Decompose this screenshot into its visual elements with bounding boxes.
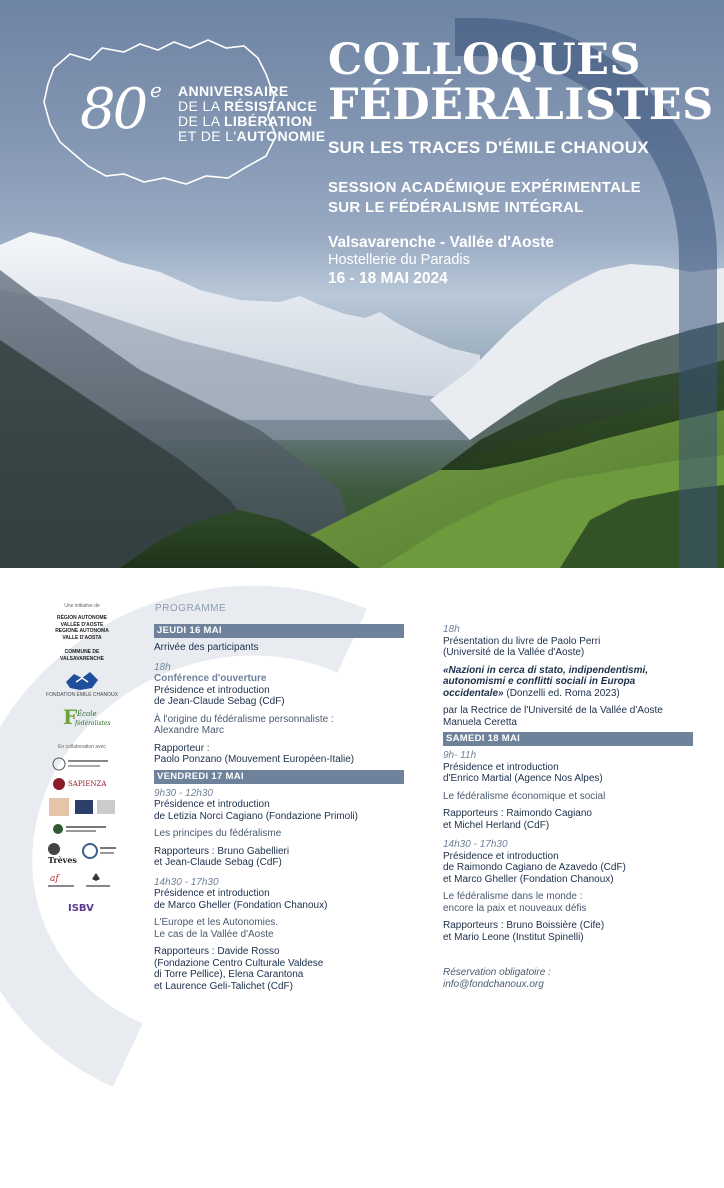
commune-line1: COMMUNE DE	[64, 649, 100, 655]
treves-label: Trèves	[48, 855, 77, 865]
event-place: Valsavarenche - Vallée d'Aoste	[328, 234, 554, 251]
svg-text:fédéralistes: fédéralistes	[75, 720, 111, 727]
rapporteur-4b: et Michel Herland (CdF)	[443, 819, 550, 831]
rapporteur-3c: di Torre Pellice), Elena Carantona	[154, 969, 304, 980]
rapporteur-2a: Rapporteurs : Bruno Gabellieri	[154, 845, 290, 857]
region-line2: VALLÉE D'AOSTE	[60, 621, 104, 628]
topic-5a: Le fédéralisme dans le monde :	[443, 891, 583, 902]
time-morning-17: 9h30 - 12h30	[154, 787, 213, 799]
topic-5b: encore la paix et nouveaux défis	[443, 902, 587, 914]
rapporteur-2b: et Jean-Claude Sebag (CdF)	[154, 857, 282, 868]
book-presentation-a: Présentation du livre de Paolo Perri	[443, 635, 601, 647]
isbv-logo-icon	[62, 899, 102, 915]
topic-1b: Alexandre Marc	[154, 725, 225, 736]
rectrice-a: par la Rectrice de l'Université de la Vallée d'Aoste	[443, 705, 663, 716]
session-line1: SESSION ACADÉMIQUE EXPÉRIMENTALE	[328, 179, 641, 196]
presidency-2a: Présidence et introduction	[154, 799, 270, 810]
time-18h: 18h	[154, 661, 171, 673]
day-header-samedi: SAMEDI 18 MAI	[443, 732, 693, 746]
presidency-5b: de Raimondo Cagiano de Azavedo (CdF)	[443, 862, 626, 873]
topic-3b: Le cas de la Vallée d'Aoste	[154, 928, 274, 940]
arrival-text: Arrivée des participants	[154, 642, 259, 653]
presidency-5a: Présidence et introduction	[443, 850, 559, 862]
rapporteur-5b: et Mario Leone (Institut Spinelli)	[443, 931, 584, 943]
presidency-1a: Présidence et introduction	[154, 684, 270, 696]
badge-line2-bold: RÉSISTANCE	[223, 98, 318, 114]
initiative-label: Une initiative de	[64, 603, 100, 609]
poster-hero	[0, 0, 724, 568]
reservation-label: Réservation obligatoire :	[443, 967, 551, 978]
badge-line4-light: ET DE L'	[178, 128, 237, 144]
time-18h-book: 18h	[443, 624, 460, 635]
svg-text:F: F	[63, 705, 78, 729]
title-line1: COLLOQUES	[328, 35, 641, 85]
subtitle: SUR LES TRACES D'ÉMILE CHANOUX	[328, 138, 649, 157]
badge-line4-bold: AUTONOMIE	[236, 128, 326, 144]
fondation-chanoux-logo-icon	[62, 668, 102, 692]
topic-4: Le fédéralisme économique et social	[443, 790, 606, 802]
region-logo-text	[40, 615, 124, 641]
book-quote-a: «Nazioni in cerca di stato, indipendentismi,	[443, 664, 649, 676]
treves-logo-icon	[46, 841, 118, 865]
topic-1a: À l'origine du fédéralisme personnaliste :	[154, 713, 334, 725]
partner-logos-row-icon	[47, 797, 117, 817]
badge-line1: ANNIVERSAIRE	[178, 83, 289, 99]
programme-column-2	[443, 624, 693, 990]
rectrice-b: Manuela Ceretta	[443, 716, 517, 728]
time-afternoon-17: 14h30 - 17h30	[154, 876, 219, 888]
book-presentation-b: (Université de la Vallée d'Aoste)	[443, 647, 585, 658]
ecole-federalistes-logo-icon	[61, 704, 111, 729]
time-afternoon-18: 14h30 - 17h30	[443, 839, 508, 850]
event-venue: Hostellerie du Paradis	[328, 252, 470, 268]
svg-text:École: École	[77, 710, 97, 718]
alliance-francaise-logo-icon	[46, 871, 118, 893]
presidency-3b: de Marco Gheller (Fondation Chanoux)	[154, 899, 328, 911]
badge-line3-bold: LIBÉRATION	[223, 113, 313, 129]
istituto-studi-federalisti-logo-icon	[52, 823, 112, 835]
sapienza-logo-icon	[52, 777, 112, 791]
rapporteur-3a: Rapporteurs : Davide Rosso	[154, 946, 280, 957]
rapporteur-3d: et Laurence Geli-Talichet (CdF)	[154, 980, 293, 992]
collaboration-label: En collaboration avec	[58, 744, 106, 750]
title-line2: FÉDÉRALISTES	[328, 80, 714, 130]
reservation-email-link[interactable]: info@fondchanoux.org	[443, 978, 544, 990]
topic-3a: L'Europe et les Autonomies.	[154, 917, 279, 928]
book-quote-b: autonomismi e conflitti sociali in Europa	[443, 676, 636, 687]
presidency-4a: Présidence et introduction	[443, 761, 559, 773]
anniversary-badge	[40, 38, 326, 186]
programme-column-1	[154, 624, 404, 992]
day-header-vendredi: VENDREDI 17 MAI	[154, 770, 404, 784]
session-title	[328, 178, 714, 218]
commune-logo-text	[40, 649, 124, 662]
region-line1: RÉGION AUTONOME	[56, 615, 107, 621]
title-block	[328, 35, 714, 288]
presidency-5c: et Marco Gheller (Fondation Chanoux)	[443, 873, 614, 885]
rapporteur-5a: Rapporteurs : Bruno Boissière (Cife)	[443, 920, 605, 931]
session-line2: SUR LE FÉDÉRALISME INTÉGRAL	[328, 199, 584, 216]
anniversary-superscript: e	[150, 78, 162, 102]
rapporteur-3b: (Fondazione Centro Culturale Valdese	[154, 957, 324, 969]
rapporteur-1a: Rapporteur :	[154, 742, 210, 754]
commune-line2: VALSAVARENCHE	[60, 655, 104, 662]
region-line3: REGIONE AUTONOMA	[55, 628, 109, 634]
rapporteur-1b: Paolo Ponzano (Mouvement Européen-Italie)	[154, 754, 355, 765]
sapienza-label: SAPIENZA	[68, 780, 107, 788]
anniversary-text	[178, 84, 325, 144]
svg-text:af: af	[50, 874, 59, 884]
book-publisher: (Donzelli ed. Roma 2023)	[503, 687, 620, 699]
presidency-1b: de Jean-Claude Sebag (CdF)	[154, 696, 285, 707]
programme-heading: PROGRAMME	[155, 603, 227, 614]
opening-conference: Conférence d'ouverture	[154, 673, 267, 684]
anniversary-number: 80	[80, 77, 146, 142]
day-header-jeudi: JEUDI 16 MAI	[154, 624, 404, 638]
event-dates: 16 - 18 MAI 2024	[328, 270, 448, 287]
fondation-label: FONDATION ÉMILE CHANOUX	[46, 692, 118, 698]
time-morning-18: 9h- 11h	[443, 750, 477, 761]
rapporteur-4a: Rapporteurs : Raimondo Cagiano	[443, 808, 592, 819]
partners-sidebar	[40, 603, 124, 915]
presidency-4b: d'Enrico Martial (Agence Nos Alpes)	[443, 773, 603, 784]
book-quote-c: occidentale»	[443, 687, 504, 699]
topic-2: Les principes du fédéralisme	[154, 828, 282, 839]
region-line4: VALLE D'AOSTA	[62, 634, 102, 641]
isbv-label: ISBV	[68, 903, 94, 914]
programme-section	[0, 568, 724, 1024]
badge-line2-light: DE LA	[178, 98, 224, 114]
badge-line3-light: DE LA	[178, 113, 224, 129]
universite-seal-icon	[52, 757, 112, 771]
presidency-2b: de Letizia Norci Cagiano (Fondazione Primoli)	[154, 810, 358, 822]
presidency-3a: Présidence et introduction	[154, 888, 270, 899]
